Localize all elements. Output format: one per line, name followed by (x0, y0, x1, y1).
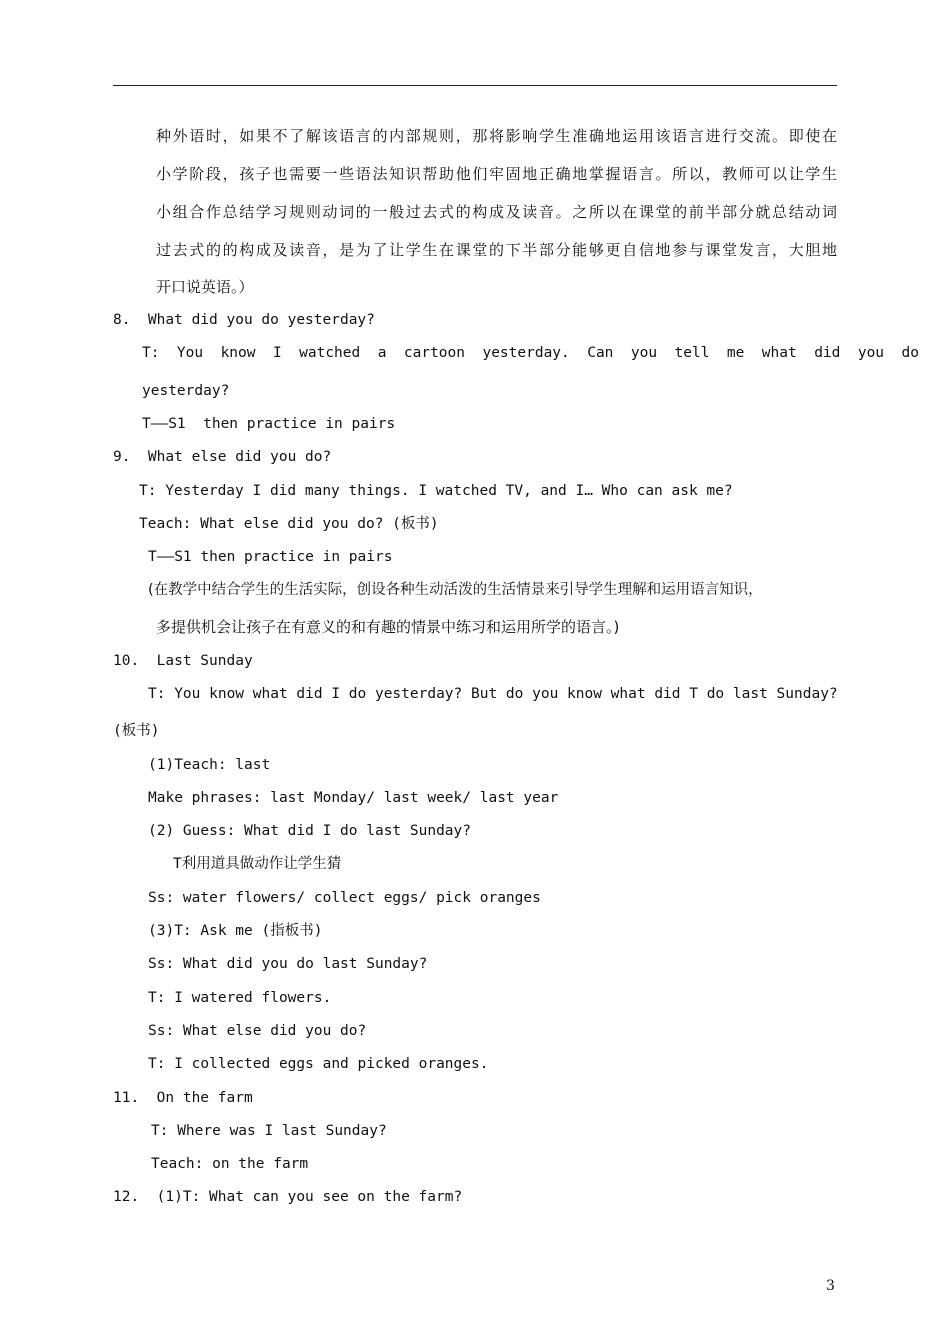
section-heading: 8. What did you do yesterday? (113, 312, 375, 328)
text-line: Teach: on the farm (151, 1156, 309, 1172)
text-line: T: Where was I last Sunday? (151, 1123, 387, 1139)
text-line: 多提供机会让孩子在有意义的和有趣的情景中练习和运用所学的语言。) (156, 618, 620, 636)
text-line: yesterday? (142, 383, 230, 399)
text-line: (3)T: Ask me (指板书) (148, 923, 323, 939)
text-line: 种外语时，如果不了解该语言的内部规则，那将影响学生准确地运用该语言进行交流。即使在 (156, 127, 837, 145)
section-heading: 11. On the farm (113, 1090, 253, 1106)
text-line: Ss: water flowers/ collect eggs/ pick oranges (148, 890, 541, 906)
text-line: T: You know what did I do yesterday? But do you know what did T do last Sunday? (148, 686, 838, 702)
text-line: 小组合作总结学习规则动词的一般过去式的构成及读音。之所以在课堂的前半部分就总结动词 (156, 203, 837, 221)
text-line: T: I collected eggs and picked oranges. (148, 1056, 489, 1072)
text-line: 过去式的的构成及读音，是为了让学生在课堂的下半部分能够更自信地参与课堂发言，大胆地 (156, 241, 837, 259)
text-line: T——S1 then practice in pairs (142, 416, 396, 432)
text-line: T: You know I watched a cartoon yesterday. Can you tell me what did you do (142, 345, 919, 361)
text-line: T利用道具做动作让学生猜 (173, 856, 342, 872)
text-line: 小学阶段，孩子也需要一些语法知识帮助他们牢固地正确地掌握语言。所以，教师可以让学生 (156, 165, 837, 183)
text-line: Ss: What else did you do? (148, 1023, 367, 1039)
text-line: T: Yesterday I did many things. I watched TV, and I… Who can ask me? (139, 483, 733, 499)
text-line: T——S1 then practice in pairs (148, 549, 393, 565)
text-line: Make phrases: last Monday/ last week/ last year (148, 790, 559, 806)
header-rule (113, 85, 837, 86)
text-line: Teach: What else did you do? (板书) (139, 516, 439, 532)
text-line: 开口说英语。） (156, 278, 254, 296)
text-line: (1)Teach: last (148, 757, 271, 773)
section-heading: 10. Last Sunday (113, 653, 253, 669)
text-line: T: I watered flowers. (148, 990, 332, 1006)
text-line: (板书) (113, 723, 160, 739)
section-heading: 9. What else did you do? (113, 449, 332, 465)
section-heading: 12. (1)T: What can you see on the farm? (113, 1189, 463, 1205)
text-line: (在教学中结合学生的生活实际，创设各种生动活泼的生活情景来引导学生理解和运用语言知识， (148, 582, 763, 598)
text-line: (2) Guess: What did I do last Sunday? (148, 823, 472, 839)
page-number: 3 (826, 1278, 835, 1294)
text-line: Ss: What did you do last Sunday? (148, 956, 428, 972)
